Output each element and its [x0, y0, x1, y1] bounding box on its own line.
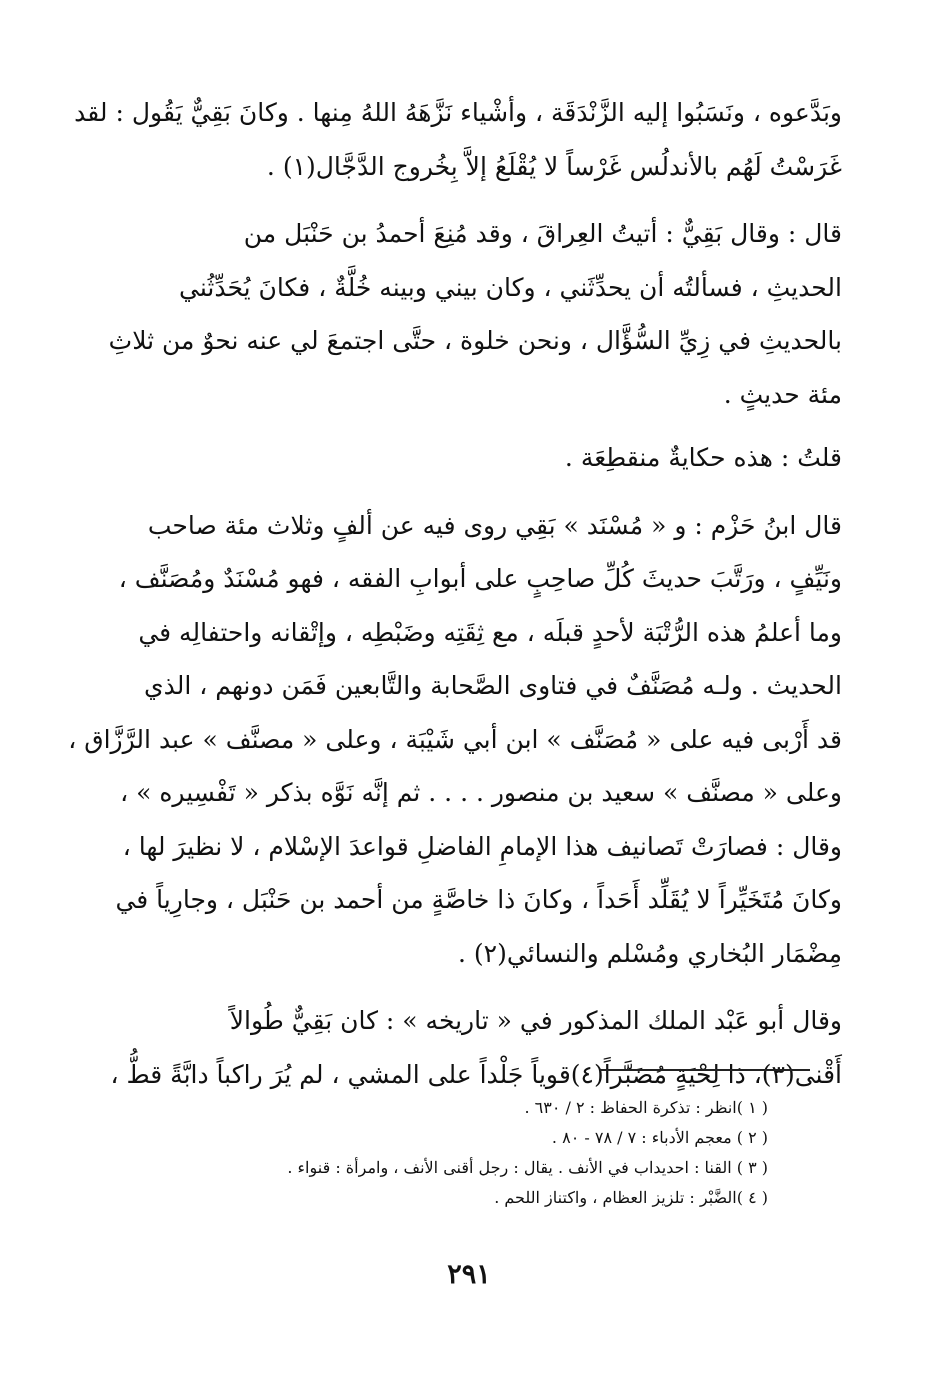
footnotes — [150, 1093, 768, 1213]
text-line: الحديثِ ، فسألتُه أن يحدِّثَني ، وكان بيني وبينه خُلَّةٌ ، فكانَ يُحَدِّثُني — [179, 272, 842, 302]
text-line: الحديث . ولـه مُصَنَّفٌ في فتاوى الصَّحابة والتَّابعين فَمَن دونهم ، الذي — [144, 671, 842, 700]
footnote-4: ( ٤ )الضَّبْر : تلزيز العظام ، واكتناز اللحم . — [494, 1188, 768, 1207]
paragraph-2 — [108, 207, 842, 421]
text-line: قلتُ : هذه حكايةٌ منقطِعَة . — [564, 443, 842, 472]
footnote-1: ( ١ )انظر : تذكرة الحفاظ : ٢ / ٦٣٠ . — [524, 1098, 768, 1117]
text-line: وعلى « مصنَّف » سعيد بن منصور . . . . ثم إنَّه نَوَّه بذكر « تَفْسِيره » ، — [120, 778, 842, 807]
paragraph-3 — [150, 431, 842, 485]
paragraph-5 — [110, 994, 842, 1101]
text-line: وكانَ مُتَخَيِّراً لا يُقَلِّد أَحَداً ، وكانَ ذا خاصَّةٍ من أحمد بن حَنْبَل ، وجارِياً في — [115, 885, 842, 914]
footnote-separator — [600, 1069, 810, 1071]
text-line: غَرَسْتُ لَهُم بالأندلُس غَرْساً لا يُقْلَعُ إلاَّ بِخُروج الدَّجَّال(١) . — [266, 151, 842, 181]
text-line: قال ابنُ حَزْم : و « مُسْنَد » بَقِي روى فيه عن ألفٍ وثلاث مئة صاحب — [147, 510, 842, 540]
text-line: بالحديثِ في زِيِّ السُّؤَّال ، ونحن خلوة ، حتَّى اجتمعَ لي عنه نحوٌ من ثلاثِ — [108, 326, 842, 355]
text-line: قد أَرْبى فيه على « مُصَنَّف » ابن أبي شَيْبَة ، وعلى « مصنَّف » عبد الرَّزَّاق ، — [68, 724, 842, 754]
text-line: مئة حديثٍ . — [723, 379, 842, 409]
text-line: وبَدَّعوه ، ونَسَبُوا إليه الزَّنْدَقَة ، وأشْياء نَزَّهَهُ اللهُ مِنها . وكانَ بَقِيٌّ يَقُول : لقد — [74, 98, 842, 127]
text-line: وقال أبو عَبْد الملك المذكور في « تاريخه » : كان بَقِيٌّ طُوالاً — [229, 1006, 842, 1035]
text-line: ونَيِّفٍ ، ورَتَّبَ حديثَ كُلِّ صاحِبٍ على أبوابِ الفقه ، فهو مُسْنَدٌ ومُصَنَّف ، — [118, 564, 842, 593]
text-line: وقال : فصارَتْ تَصانيف هذا الإمامِ الفاضلِ قواعدَ الإسْلام ، لا نظيرَ لها ، — [122, 831, 842, 861]
page-number: ٢٩١ — [447, 1259, 491, 1290]
paragraph-4 — [68, 499, 842, 981]
text-line: أَقْنى(٣)، ذا لِحْيَةٍ مُضَبَّراً(٤)قوياً جَلْداً على المشي ، لم يُرَ راكباً دابَّةً قطُّ ، — [110, 1059, 842, 1089]
footnote-3: ( ٣ ) القنا : احديداب في الأنف . يقال : رجل أقنى الأنف ، وامرأة : قنواء . — [287, 1158, 768, 1177]
text-line: وما أعلمُ هذه الرُّتْبَة لأحدٍ قبلَه ، مع ثِقَتِه وضَبْطِه ، وإتْقانه واحتفالِه في — [138, 617, 842, 647]
text-line: قال : وقال بَقِيٌّ : أتيتُ العِراقَ ، وقد مُنِعَ أحمدُ بن حَنْبَل من — [243, 219, 842, 248]
text-line: مِضْمَار البُخاري ومُسْلم والنسائي(٢) . — [458, 938, 842, 968]
paragraph-1 — [74, 86, 842, 193]
footnote-2: ( ٢ ) معجم الأدباء : ٧ / ٧٨ - ٨٠ . — [551, 1128, 768, 1147]
